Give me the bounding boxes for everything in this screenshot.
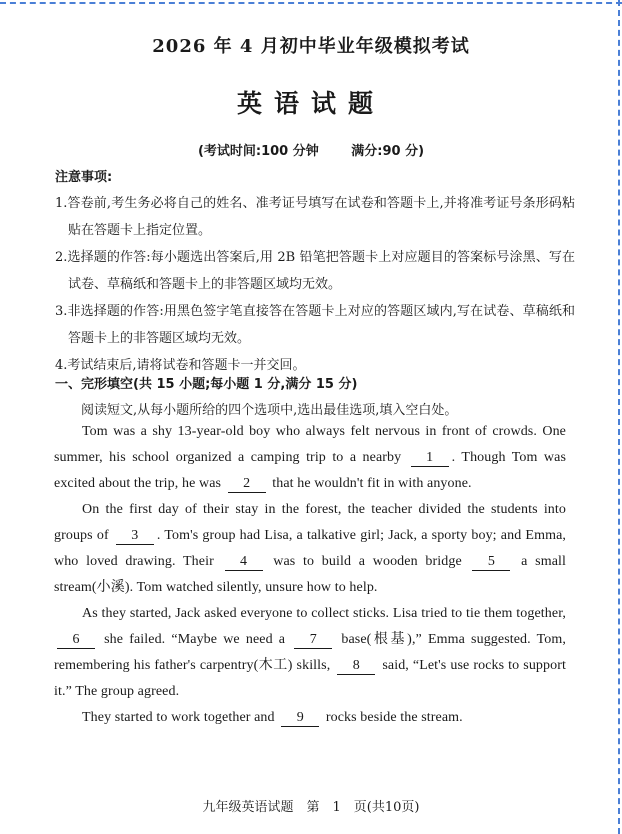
answer-blank: 3: [116, 527, 154, 545]
passage-paragraph: [54, 705, 566, 731]
passage-text: They started to work together and: [82, 710, 275, 725]
page-border-right: [618, 0, 620, 834]
note-item: 3.非选择题的作答:用黑色签字笔直接答在答题卡上对应的答题区域内,写在试卷、草稿纸和答题卡上的非答题区域均无效。: [55, 304, 575, 346]
notes-heading: 注意事项:: [55, 170, 113, 185]
passage-paragraph: [54, 497, 566, 601]
answer-blank: 9: [281, 709, 319, 727]
passage-text: rocks beside the stream.: [325, 710, 463, 725]
passage-text: a small stream(小溪). Tom watched silently, unsure how to help.: [54, 554, 567, 595]
answer-blank: 2: [228, 475, 266, 493]
cloze-passage: [54, 419, 566, 731]
answer-blank: 8: [337, 657, 375, 675]
full-marks: 满分:90 分): [351, 144, 425, 159]
passage-text: As they started, Jack asked everyone to collect sticks. Lisa tried to tie them together,: [82, 606, 566, 621]
exam-time: (考试时间:100 分钟: [197, 144, 319, 159]
passage-paragraph: [54, 419, 566, 497]
subject-title: 英语试题: [236, 89, 385, 118]
page-border-top: [0, 2, 622, 4]
answer-blank: 6: [57, 631, 95, 649]
exam-title: 2026 年 4 月初中毕业年级模拟考试: [152, 36, 470, 57]
passage-paragraph: [54, 601, 566, 705]
answer-blank: 5: [472, 553, 510, 571]
note-item: 1.答卷前,考生务必将自己的姓名、准考证号填写在试卷和答题卡上,并将准考证号条形码粘贴在答题卡上指定位置。: [55, 196, 575, 238]
exam-info: [0, 140, 622, 159]
passage-text: . Tom's group had Lisa, a talkative girl; Jack, a sporty boy; and Emma, who loved drawing. Their: [54, 528, 566, 569]
passage-text: Tom was a shy 13-year-old boy who always felt nervous in front of crowds. One summer, his school organized a camping trip to a nearby: [54, 424, 566, 465]
note-item: 2.选择题的作答:每小题选出答案后,用 2B 铅笔把答题卡上对应题目的答案标号涂黑、写在试卷、草稿纸和答题卡上的非答题区域均无效。: [55, 250, 575, 292]
passage-text: . Though Tom was excited about the trip, he was: [54, 450, 566, 491]
section-instruction: 阅读短文,从每小题所给的四个选项中,选出最佳选项,填入空白处。: [81, 403, 458, 418]
notes-list: [55, 190, 575, 379]
passage-text: she failed. “Maybe we need a: [104, 632, 286, 647]
section-heading: 一、完形填空(共 15 小题;每小题 1 分,满分 15 分): [55, 377, 358, 392]
passage-text: base(根基),” Emma suggested. Tom, remembering his father's carpentry(木工) skills,: [54, 632, 566, 673]
answer-blank: 1: [411, 449, 449, 467]
answer-blank: 4: [225, 553, 263, 571]
answer-blank: 7: [294, 631, 332, 649]
passage-text: On the first day of their stay in the forest, the teacher divided the students into groups of: [54, 502, 566, 543]
passage-text: that he wouldn't fit in with anyone.: [272, 476, 472, 491]
passage-text: was to build a wooden bridge: [273, 554, 462, 569]
page-footer: 九年级英语试题 第 1 页(共10页): [202, 800, 420, 815]
note-item: 4.考试结束后,请将试卷和答题卡一并交回。: [55, 358, 306, 373]
passage-text: said, “Let's use rocks to support it.” The group agreed.: [54, 658, 566, 699]
